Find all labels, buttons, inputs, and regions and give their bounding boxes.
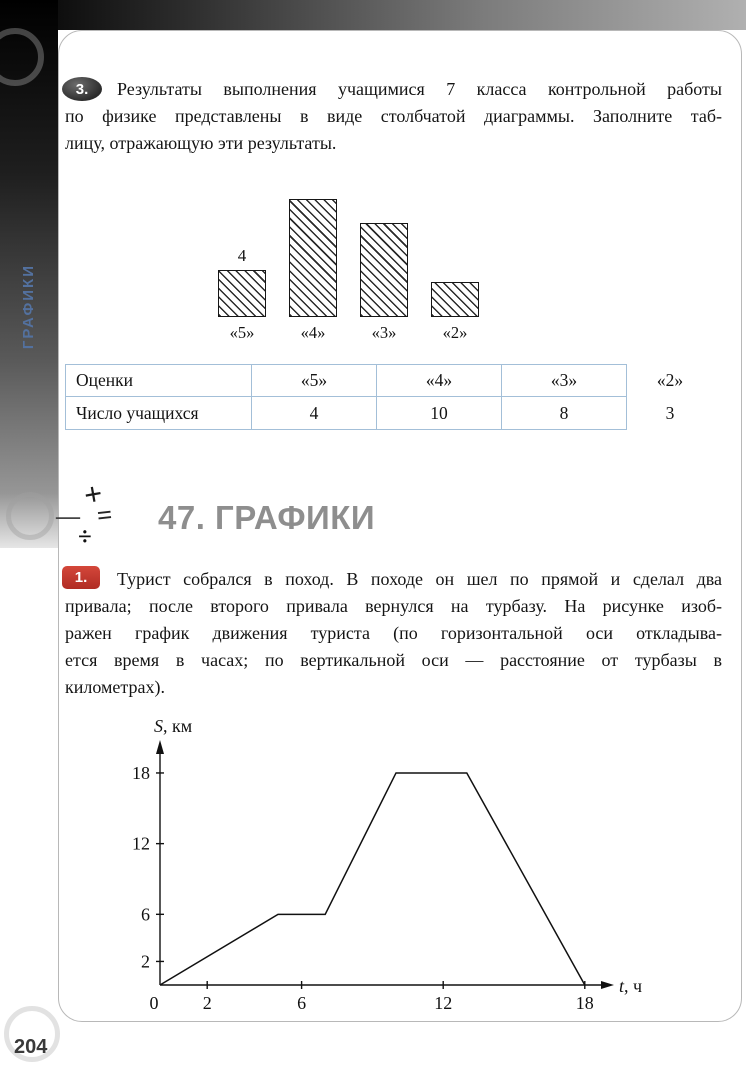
section-title: 47. ГРАФИКИ <box>158 499 376 536</box>
table-count-cell: 10 <box>377 397 502 429</box>
bar-column <box>218 246 266 343</box>
equals-icon: = <box>95 499 114 531</box>
bar-column <box>289 199 337 343</box>
table-grade-cell: «2» <box>656 370 684 390</box>
problem-3-text <box>65 76 722 157</box>
minus-icon: — <box>56 504 80 530</box>
bar-column <box>431 282 479 343</box>
text-line: по физике представлены в виде столбчатой диаграммы. Заполните таб- <box>65 106 722 126</box>
x-axis-label: t, ч <box>619 976 643 996</box>
bar <box>289 199 337 317</box>
bar-category-label: «3» <box>371 323 397 342</box>
text-line: ражен график движения туриста (по горизонтальной оси откладыва- <box>65 623 722 643</box>
text-line: привала; после второго привала вернулся на турбазу. На рисунке изоб- <box>65 596 722 616</box>
bar-category-label: «5» <box>229 323 255 342</box>
problem-3-badge: 3. <box>62 77 102 101</box>
results-table <box>65 364 627 430</box>
math-symbols-icon <box>50 474 160 559</box>
bar-chart <box>218 199 479 343</box>
bar-value-label: 4 <box>237 245 247 265</box>
y-tick-label: 6 <box>141 904 150 925</box>
text-line: ется время в часах; по вертикальной оси — расстояние от турбазы в <box>65 650 722 670</box>
travel-graph <box>95 708 655 1018</box>
y-axis-label: S, км <box>154 716 193 736</box>
x-tick-label: 12 <box>434 993 453 1013</box>
table-count-cell: 3 <box>665 403 675 423</box>
bar-column <box>360 223 408 343</box>
problem-1-text <box>65 566 722 701</box>
text-line: лицу, отражающую эти результаты. <box>65 133 337 153</box>
bar-category-label: «4» <box>300 323 326 342</box>
results-table-outside-column <box>630 364 710 430</box>
x-tick-label: 6 <box>297 993 307 1013</box>
table-count-cell: 4 <box>252 397 377 429</box>
divide-icon: ÷ <box>78 524 92 551</box>
text-line: Турист собрался в поход. В походе он шел по прямой и сделал два <box>117 569 722 589</box>
table-grade-cell: «4» <box>377 365 502 397</box>
table-grade-cell: «5» <box>252 365 377 397</box>
y-tick-label: 18 <box>132 762 150 783</box>
chapter-tab-label: ГРАФИКИ <box>20 264 37 350</box>
table-row-label: Число учащихся <box>66 397 252 429</box>
scan-top-band <box>0 0 746 30</box>
travel-graph-svg <box>95 708 655 1018</box>
bar-category-label: «2» <box>442 323 468 342</box>
distance-time-line <box>160 773 585 985</box>
page-number: 204 <box>14 1036 48 1058</box>
bar <box>431 282 479 317</box>
text-line: километрах). <box>65 677 165 697</box>
x-tick-label: 2 <box>202 993 212 1013</box>
table-count-cell: 8 <box>559 402 569 423</box>
table-row-label: Оценки <box>66 365 252 397</box>
text-line: Результаты выполнения учащимися 7 класса контрольной работы <box>117 79 722 99</box>
x-tick-label: 0 <box>149 993 159 1013</box>
bar <box>218 270 266 317</box>
y-tick-label: 2 <box>141 951 150 972</box>
bar <box>360 223 408 317</box>
x-tick-label: 18 <box>575 993 594 1013</box>
plus-icon: + <box>80 474 106 514</box>
watermark-circle <box>6 492 54 540</box>
y-axis-arrow <box>156 740 164 754</box>
x-axis-arrow <box>601 981 614 989</box>
table-grade-cell: «3» <box>502 365 626 397</box>
y-tick-label: 12 <box>132 833 150 854</box>
problem-1-badge: 1. <box>62 566 100 589</box>
